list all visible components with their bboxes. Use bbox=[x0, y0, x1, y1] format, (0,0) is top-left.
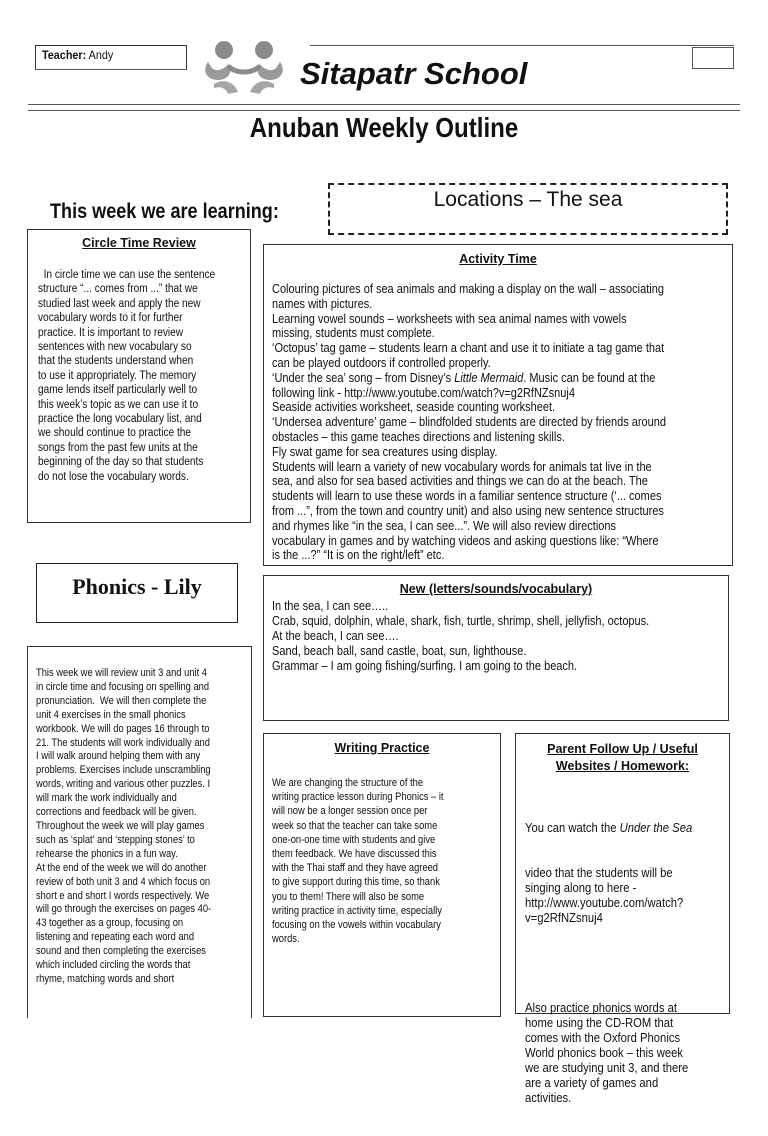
writing-practice-box bbox=[263, 733, 501, 1017]
school-name: Sitapatr School bbox=[300, 56, 528, 91]
circle-time-line: this week’s topic as we can use it to bbox=[38, 398, 199, 411]
circle-time-box bbox=[27, 229, 251, 523]
phonics-line: unit 4 exercises in the small phonics bbox=[36, 708, 186, 721]
learning-topic: Locations – The sea bbox=[433, 188, 623, 211]
phonics-line: in circle time and focusing on spelling and bbox=[36, 680, 210, 693]
circle-time-line: we should continue to practice the bbox=[38, 427, 192, 440]
activity-time-line: names with pictures. bbox=[272, 296, 373, 311]
activity-time-line: vocabulary in games and by watching videos and asking questions like: “Where bbox=[272, 533, 659, 548]
activity-time-line: can be played outdoors if controlled properly. bbox=[272, 355, 491, 370]
writing-practice-line: them feedback. We have discussed this bbox=[272, 848, 437, 861]
phonics-body-box bbox=[27, 646, 252, 1018]
circle-time-line: beginning of the day so that students bbox=[38, 456, 204, 469]
parent-p2-line: home using the CD-ROM that bbox=[525, 1016, 674, 1030]
parent-p1-line: http://www.youtube.com/watch? bbox=[525, 896, 684, 910]
activity-time-line: ‘Undersea adventure’ game – blindfolded students are directed by friends around bbox=[272, 415, 667, 430]
writing-practice-line: to give support during this time, so thank bbox=[272, 876, 440, 889]
circle-time-line: practice. It is important to review bbox=[38, 326, 184, 339]
parent-p2-line: Also practice phonics words at bbox=[525, 1001, 677, 1015]
activity-time-line: from ...”, from the town and country unit) and also using new sentence structures bbox=[272, 503, 664, 518]
phonics-line: Throughout the week we will play games bbox=[36, 819, 205, 832]
circle-time-body bbox=[38, 268, 249, 484]
activity-time-box bbox=[263, 244, 733, 566]
circle-time-line: to use it appropriately. The memory bbox=[38, 369, 197, 382]
new-vocab-line: At the beach, I can see…. bbox=[272, 629, 399, 643]
school-logo bbox=[198, 40, 290, 98]
phonics-line: will mark the work individually and bbox=[36, 792, 177, 805]
parent-p1-line: v=g2RfNZsnuj4 bbox=[525, 911, 603, 925]
phonics-line: which included circling the words that bbox=[36, 959, 191, 972]
new-vocab-box bbox=[263, 575, 729, 721]
phonics-line: This week we will review unit 3 and unit 4 bbox=[36, 667, 207, 679]
writing-practice-line: writing practice lesson during Phonics – it bbox=[272, 791, 444, 804]
activity-time-line: obstacles – this game teaches directions and listening skills. bbox=[272, 429, 565, 444]
new-vocab-line: Sand, beach ball, sand castle, boat, sun, lighthouse. bbox=[272, 644, 527, 658]
phonics-line: will go through the exercises on pages 40- bbox=[36, 903, 212, 916]
header-right-box bbox=[692, 47, 734, 69]
activity-time-line: missing, students must complete. bbox=[272, 326, 435, 341]
two-figures-logo-icon bbox=[198, 40, 290, 98]
phonics-line: rehearse the phonics in a fun way. bbox=[36, 847, 178, 860]
writing-practice-line: focusing on the vowels within vocabulary bbox=[272, 919, 441, 932]
teacher-label-row bbox=[42, 48, 113, 62]
phonics-line: review of both unit 3 and 4 which focus on bbox=[36, 875, 211, 888]
parent-p1-italic: Under the Sea bbox=[619, 821, 693, 835]
phonics-line: words, writing and various other puzzles. I bbox=[36, 778, 211, 791]
parent-p2-line: World phonics book – this week bbox=[525, 1046, 684, 1060]
parent-p1-before: You can watch the bbox=[525, 821, 620, 835]
phonics-body bbox=[36, 667, 249, 987]
circle-time-line: that the students understand when bbox=[38, 355, 194, 368]
parent-body bbox=[525, 791, 723, 1136]
activity-time-line: and rhymes like “in the sea, I can see...”. We will also review directions bbox=[272, 518, 616, 533]
parent-p2-line: we are studying unit 3, and there bbox=[525, 1061, 689, 1075]
circle-time-line: studied last week and apply the new bbox=[38, 297, 201, 310]
parent-p1-line: video that the students will be bbox=[525, 866, 673, 880]
writing-practice-line: one-on-one time with students and give bbox=[272, 833, 436, 846]
activity-time-line: Fly swat game for sea creatures using display. bbox=[272, 444, 498, 459]
circle-time-line: vocabulary words to it for further bbox=[38, 312, 183, 325]
activity-time-line: Learning vowel sounds – worksheets with sea animal names with vowels bbox=[272, 311, 627, 326]
phonics-line: listening and repeating each word and bbox=[36, 931, 195, 944]
activity-time-line: Students will learn a variety of new vocabulary words for animals tat live in the bbox=[272, 459, 652, 474]
new-vocab-body bbox=[272, 599, 730, 674]
phonics-title: Phonics - Lily bbox=[72, 574, 202, 599]
parent-heading bbox=[516, 741, 729, 775]
activity-time-line: ‘Octopus’ tag game – students learn a chant and use it to initiate a tag game that bbox=[272, 341, 665, 356]
phonics-line: At the end of the week we will do another bbox=[36, 861, 207, 874]
activity-time-line: students will learn to use these words in a familiar sentence structure (‘... comes bbox=[272, 489, 662, 504]
phonics-line: such as ‘splat’ and ‘stepping stones’ to bbox=[36, 833, 195, 846]
header-rule-1 bbox=[28, 104, 740, 105]
activity-time-line: is the ...?” “It is on the right/left” etc. bbox=[272, 548, 445, 563]
writing-practice-body bbox=[272, 776, 493, 946]
writing-practice-line: you to them! There will also be some bbox=[272, 890, 425, 903]
parent-p1-first-line bbox=[525, 821, 723, 836]
circle-time-line: do not lose the vocabulary words. bbox=[38, 470, 189, 483]
writing-practice-line: words. bbox=[272, 933, 300, 946]
circle-time-heading: Circle Time Review bbox=[82, 236, 196, 250]
teacher-box-underline bbox=[35, 69, 187, 70]
circle-time-line: structure “... comes from ...” that we bbox=[38, 283, 198, 296]
new-vocab-line: Crab, squid, dolphin, whale, shark, fish, turtle, shrimp, shell, jellyfish, octopus. bbox=[272, 614, 650, 628]
writing-practice-line: week so that the teacher can take some bbox=[272, 819, 438, 832]
parent-heading-line-1: Parent Follow Up / Useful bbox=[547, 742, 698, 756]
header-top-line bbox=[310, 45, 734, 46]
teacher-name: Andy bbox=[88, 48, 114, 62]
phonics-line: 43 together as a group, focusing on bbox=[36, 917, 184, 930]
writing-practice-line: writing practice in activity time, especially bbox=[272, 904, 442, 917]
circle-time-line: songs from the past few units at the bbox=[38, 441, 198, 454]
parent-follow-up-box bbox=[515, 733, 730, 1105]
parent-heading-line-2: Websites / Homework: bbox=[555, 759, 690, 773]
activity-time-line: sea, and also for sea based activities and things we can do at the beach. The bbox=[272, 474, 648, 489]
phonics-title-box bbox=[36, 563, 238, 623]
phonics-line: I will walk around helping them with any bbox=[36, 750, 201, 763]
phonics-line: problems. Exercises include unscrambling bbox=[36, 764, 211, 777]
activity-time-heading: Activity Time bbox=[459, 252, 537, 266]
page-title: Anuban Weekly Outline bbox=[249, 112, 519, 143]
activity-italic-title: Little Mermaid bbox=[454, 370, 524, 385]
writing-practice-line: will now be a longer session once per bbox=[272, 805, 428, 818]
parent-p1-line: singing along to here - bbox=[525, 881, 637, 895]
phonics-line: rhyme, matching words and short bbox=[36, 972, 175, 985]
teacher-label: Teacher: bbox=[42, 48, 87, 62]
learning-label: This week we are learning: bbox=[50, 200, 279, 223]
parent-p2-line: are a variety of games and bbox=[525, 1076, 659, 1090]
phonics-line: sound and then completing the exercises bbox=[36, 945, 206, 958]
phonics-line: pronunciation. We will then complete the bbox=[36, 694, 207, 707]
new-vocab-line: In the sea, I can see….. bbox=[272, 599, 389, 613]
phonics-line: workbook. We will do pages 16 through to bbox=[36, 722, 210, 735]
writing-practice-line: with the Thai staff and they have agreed bbox=[272, 862, 439, 875]
parent-p2-line: activities. bbox=[525, 1091, 572, 1105]
circle-time-line: practice the long vocabulary list, and bbox=[38, 413, 202, 426]
activity-time-line: ‘Under the sea’ song – from Disney’s Little Mermaid. Music can be found at the bbox=[272, 370, 656, 385]
activity-time-line: Colouring pictures of sea animals and making a display on the wall – associating bbox=[272, 282, 664, 296]
circle-time-line: sentences with new vocabulary so bbox=[38, 341, 192, 354]
activity-time-body bbox=[272, 282, 730, 563]
writing-practice-line: We are changing the structure of the bbox=[272, 777, 424, 789]
phonics-line: short e and short I words respectively. We bbox=[36, 889, 210, 902]
writing-practice-heading: Writing Practice bbox=[334, 741, 430, 755]
new-vocab-heading: New (letters/sounds/vocabulary) bbox=[399, 582, 593, 596]
activity-time-line: following link - http://www.youtube.com/watch?v=g2RfNZsnuj4 bbox=[272, 385, 575, 400]
header-rule-2 bbox=[28, 110, 740, 111]
parent-p2-line: comes with the Oxford Phonics bbox=[525, 1031, 681, 1045]
circle-time-line: game lends itself particularly well to bbox=[38, 384, 198, 397]
new-vocab-line: Grammar – I am going fishing/surfing. I am going to the beach. bbox=[272, 659, 578, 673]
activity-time-line: Seaside activities worksheet, seaside counting worksheet. bbox=[272, 400, 556, 415]
phonics-line: 21. The students will work individually and bbox=[36, 736, 210, 749]
phonics-line: corrections and feedback will be given. bbox=[36, 806, 197, 819]
circle-time-line: In circle time we can use the sentence bbox=[38, 269, 216, 281]
